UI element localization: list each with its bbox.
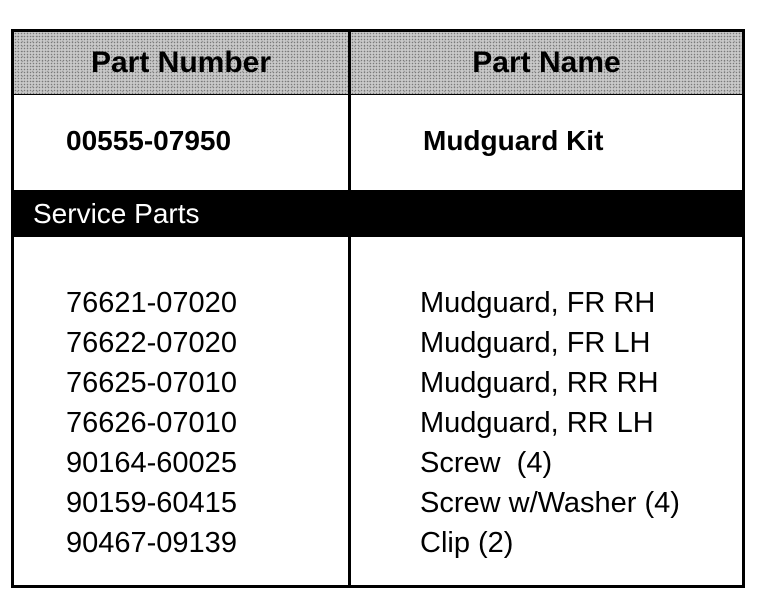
service-part-number: 76626-07010	[66, 407, 237, 439]
service-part-name: Mudguard, RR RH	[420, 367, 659, 399]
service-parts-band	[14, 190, 742, 237]
service-part-names	[420, 283, 680, 563]
service-part-number: 90164-60025	[66, 447, 237, 479]
service-part-name: Mudguard, RR LH	[420, 407, 654, 439]
kit-part-number: 00555-07950	[66, 125, 232, 156]
column-divider-top	[348, 32, 351, 190]
service-part-numbers	[66, 283, 237, 563]
service-part-number: 90159-60415	[66, 487, 237, 519]
service-part-number: 90467-09139	[66, 527, 237, 559]
kit-part-name: Mudguard Kit	[423, 125, 604, 156]
header-part-name: Part Name	[351, 32, 742, 94]
service-part-name: Mudguard, FR LH	[420, 327, 651, 359]
service-part-name: Mudguard, FR RH	[420, 287, 656, 319]
service-part-name: Screw w/Washer (4)	[420, 487, 680, 519]
parts-table	[11, 29, 745, 588]
service-part-number: 76622-07020	[66, 327, 237, 359]
service-part-number: 76621-07020	[66, 287, 237, 319]
header-part-number: Part Number	[14, 32, 348, 94]
header-divider	[14, 94, 742, 95]
column-divider-bottom	[348, 237, 351, 585]
service-parts-title: Service Parts	[33, 197, 200, 229]
service-part-name: Screw (4)	[420, 447, 553, 479]
service-part-name: Clip (2)	[420, 527, 514, 559]
service-part-number: 76625-07010	[66, 367, 237, 399]
